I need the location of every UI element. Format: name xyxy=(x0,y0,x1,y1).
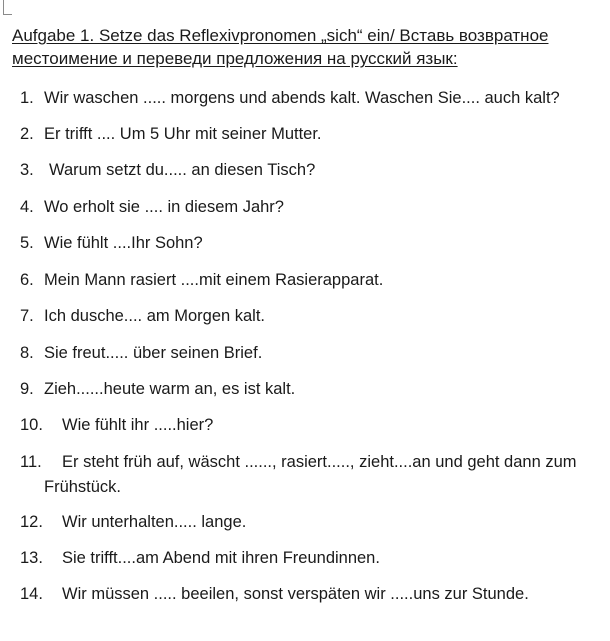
item-number: 5. xyxy=(20,234,34,252)
page-margin-mark xyxy=(3,0,12,15)
item-number: 4. xyxy=(20,198,34,216)
item-text: Zieh......heute warm an, es ist kalt. xyxy=(44,380,296,398)
item-number: 13. xyxy=(20,549,43,567)
item-text: Wo erholt sie .... in diesem Jahr? xyxy=(44,198,284,216)
item-text: Wir unterhalten..... lange. xyxy=(62,513,247,531)
item-text: Sie freut..... über seinen Brief. xyxy=(44,344,263,362)
item-number: 11. xyxy=(20,453,42,471)
item-number: 3. xyxy=(20,161,34,179)
item-number: 9. xyxy=(20,380,34,398)
item-number: 14. xyxy=(20,585,43,603)
item-number: 6. xyxy=(20,271,34,289)
item-text: Mein Mann rasiert ....mit einem Rasierapparat. xyxy=(44,271,384,289)
item-text: Warum setzt du..... an diesen Tisch? xyxy=(49,161,316,179)
item-text: Wie fühlt ihr .....hier? xyxy=(62,416,214,434)
item-number: 10. xyxy=(20,416,43,434)
item-number: 1. xyxy=(20,89,34,107)
task-heading-line-2: местоимение и переведи предложения на русский язык: xyxy=(12,49,458,68)
item-number: 8. xyxy=(20,344,34,362)
task-heading-line-1: Aufgabe 1. Setze das Reflexivpronomen „sich“ ein/ Вставь возвратное xyxy=(12,26,549,45)
item-text: Sie trifft....am Abend mit ihren Freundinnen. xyxy=(62,549,380,567)
item-number: 12. xyxy=(20,513,43,531)
item-text: Er trifft .... Um 5 Uhr mit seiner Mutter. xyxy=(44,125,322,143)
item-text: Er steht früh auf, wäscht ......, rasiert....., zieht....an und geht dann zum xyxy=(62,453,577,471)
task-heading xyxy=(12,24,608,70)
item-text: Wie fühlt ....Ihr Sohn? xyxy=(44,234,203,252)
item-text-continuation: Frühstück. xyxy=(44,478,122,496)
item-text: Ich dusche.... am Morgen kalt. xyxy=(44,307,266,325)
item-text: Wir müssen ..... beeilen, sonst verspäten wir .....uns zur Stunde. xyxy=(62,585,529,603)
item-number: 7. xyxy=(20,307,34,325)
item-number: 2. xyxy=(20,125,34,143)
item-text: Wir waschen ..... morgens und abends kalt. Waschen Sie.... auch kalt? xyxy=(44,89,560,107)
